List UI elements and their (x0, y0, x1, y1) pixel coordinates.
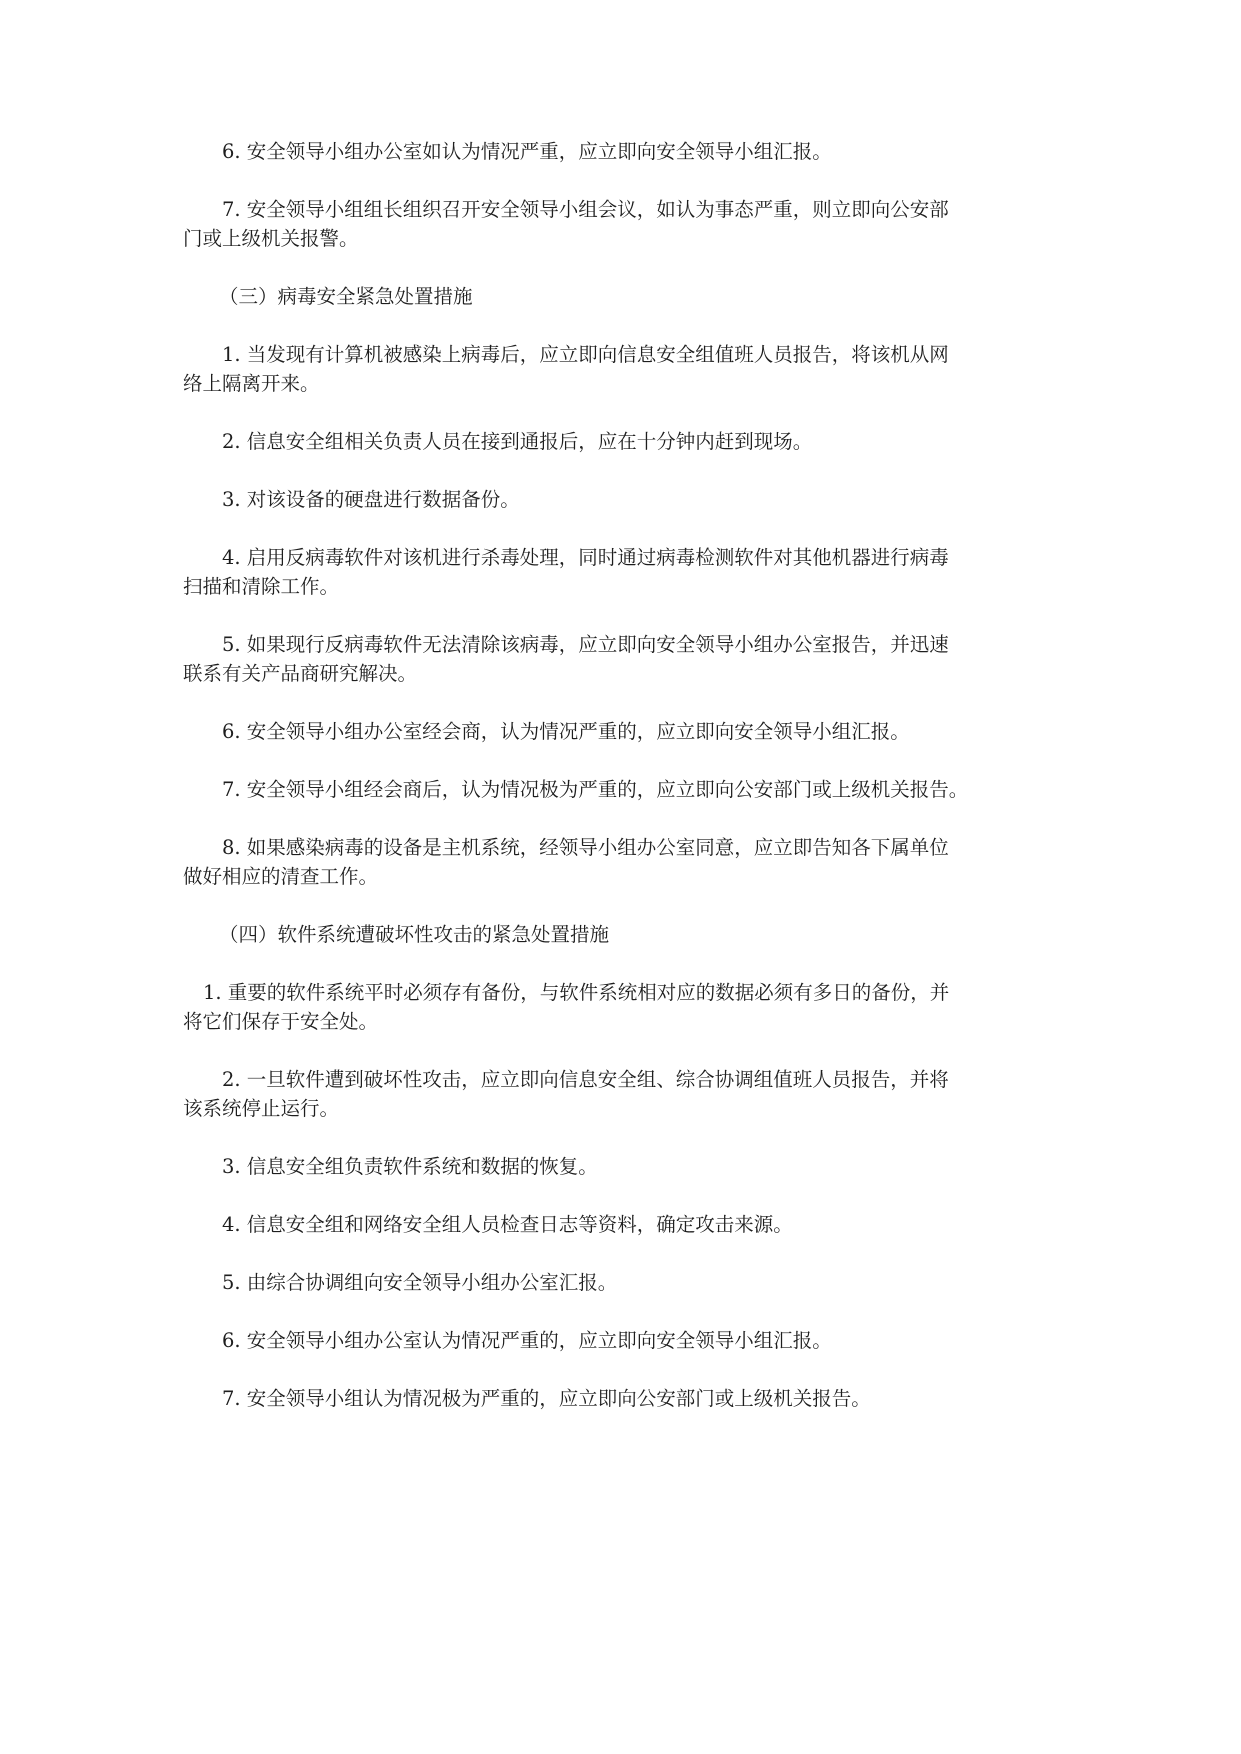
section-heading-text: （四）软件系统遭破坏性攻击的紧急处置措施 (219, 923, 610, 946)
paragraph-line: 6. 安全领导小组办公室经会商，认为情况严重的，应立即向安全领导小组汇报。 (222, 720, 910, 743)
paragraph-line: 7. 安全领导小组认为情况极为严重的，应立即向公安部门或上级机关报告。 (222, 1387, 871, 1410)
paragraph-line: 该系统停止运行。 (183, 1097, 340, 1120)
paragraph-line: 2. 信息安全组相关负责人员在接到通报后，应在十分钟内赶到现场。 (222, 430, 813, 453)
paragraph-line: 5. 由综合协调组向安全领导小组办公室汇报。 (222, 1271, 618, 1294)
paragraph-line: 4. 启用反病毒软件对该机进行杀毒处理，同时通过病毒检测软件对其他机器进行病毒 (222, 546, 949, 569)
paragraph-line: 将它们保存于安全处。 (183, 1010, 379, 1033)
paragraph-line: 8. 如果感染病毒的设备是主机系统，经领导小组办公室同意，应立即告知各下属单位 (222, 836, 949, 859)
paragraph-line: 6. 安全领导小组办公室认为情况严重的，应立即向安全领导小组汇报。 (222, 1329, 832, 1352)
paragraph-line: 7. 安全领导小组经会商后，认为情况极为严重的，应立即向公安部门或上级机关报告。 (222, 778, 969, 801)
paragraph-line: 1. 重要的软件系统平时必须存有备份，与软件系统相对应的数据必须有多日的备份，并 (203, 981, 950, 1004)
paragraph-line: 门或上级机关报警。 (183, 227, 359, 250)
paragraph-line: 扫描和清除工作。 (183, 575, 340, 598)
paragraph-line: 1. 当发现有计算机被感染上病毒后，应立即向信息安全组值班人员报告，将该机从网 (222, 343, 949, 366)
paragraph-line: 3. 信息安全组负责软件系统和数据的恢复。 (222, 1155, 598, 1178)
paragraph-line: 4. 信息安全组和网络安全组人员检查日志等资料，确定攻击来源。 (222, 1213, 793, 1236)
section-heading-text: （三）病毒安全紧急处置措施 (219, 285, 473, 308)
paragraph-line: 6. 安全领导小组办公室如认为情况严重，应立即向安全领导小组汇报。 (222, 140, 832, 163)
paragraph-line: 3. 对该设备的硬盘进行数据备份。 (222, 488, 520, 511)
paragraph-line: 络上隔离开来。 (183, 372, 320, 395)
paragraph-line: 做好相应的清查工作。 (183, 865, 379, 888)
paragraph-line: 5. 如果现行反病毒软件无法清除该病毒，应立即向安全领导小组办公室报告，并迅速 (222, 633, 949, 656)
paragraph-line: 2. 一旦软件遭到破坏性攻击，应立即向信息安全组、综合协调组值班人员报告，并将 (222, 1068, 949, 1091)
paragraph-line: 7. 安全领导小组组长组织召开安全领导小组会议，如认为事态严重，则立即向公安部 (222, 198, 949, 221)
paragraph-line: 联系有关产品商研究解决。 (183, 662, 418, 685)
